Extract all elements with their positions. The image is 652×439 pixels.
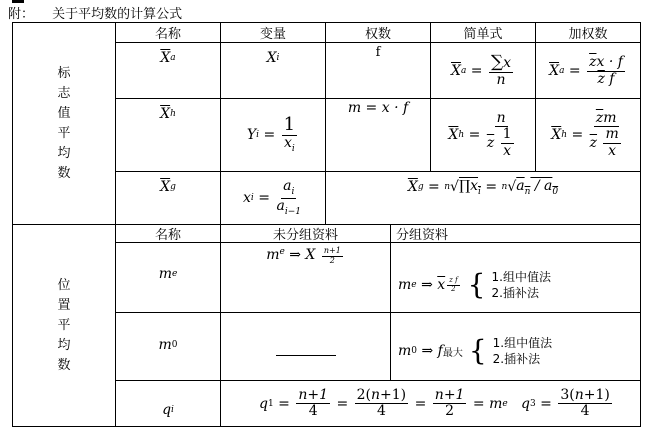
mode-ungrouped bbox=[221, 340, 390, 370]
harmonic-weighted-formula: $\overline{X}$ h = $\overline{z}m$ $\overline{z}$ $\frac{m}{x}$ bbox=[551, 109, 619, 159]
section1-char: 标 bbox=[57, 65, 71, 81]
section2-char: 置 bbox=[57, 297, 71, 313]
section2-char: 平 bbox=[57, 317, 71, 333]
mode-method-2: 2.插补法 bbox=[492, 352, 541, 366]
arith-simple-formula: $\overline{X}$ a = $\frac{\sum x}{n}$ bbox=[450, 52, 512, 89]
header-weight: 权数 bbox=[364, 27, 391, 42]
header2-grouped: 分组资料 bbox=[396, 228, 449, 243]
weight-f: f bbox=[375, 44, 381, 60]
header-name: 名称 bbox=[154, 27, 181, 42]
mode-grouped: m 0 ⇒ f 最大 { 1.组中值法 2.插补法 bbox=[398, 334, 553, 367]
section1-char: 志 bbox=[57, 85, 71, 101]
section2-label bbox=[13, 225, 115, 426]
section1-char: 值 bbox=[57, 105, 71, 121]
header2-ungrouped: 未分组资料 bbox=[272, 228, 338, 243]
header-weighted: 加权数 bbox=[568, 27, 608, 42]
quartile-symbol: q i bbox=[162, 402, 174, 418]
arith-weighted-formula: $\overline{X}$ a = $\frac{\overline{z}x \cdot f}{\overline{z} f}$ bbox=[549, 54, 623, 87]
harmonic-mean-symbol: $\overline{X}$ h bbox=[160, 106, 176, 122]
median-method-2: 2.插补法 bbox=[491, 286, 539, 300]
arith-variable: X i bbox=[266, 50, 280, 66]
section1-label bbox=[13, 23, 115, 224]
section2-char: 数 bbox=[57, 357, 71, 373]
caption-label: 附： bbox=[8, 7, 35, 22]
section1-char: 数 bbox=[57, 165, 71, 181]
geometric-formula: $\overline{X}$ g = n √ $\prod x_i$ = n √ $a_n / a_0$ bbox=[407, 177, 559, 197]
geometric-variable: x i = $\frac{a_i}{a_{i-1}}$ bbox=[243, 177, 301, 217]
caption-title: 关于平均数的计算公式 bbox=[52, 7, 183, 22]
harmonic-variable: Y i = $\frac{1}{x_i}$ bbox=[246, 114, 296, 154]
section2-char: 均 bbox=[57, 337, 71, 353]
geometric-mean-symbol: $\overline{X}$ g bbox=[160, 179, 176, 195]
mode-method-1: 1.组中值法 bbox=[492, 336, 553, 350]
mode-sub: 最大 bbox=[442, 347, 463, 359]
section2-char: 位 bbox=[57, 277, 71, 293]
header2-name: 名称 bbox=[154, 228, 181, 243]
median-symbol: m e bbox=[158, 266, 178, 282]
header-variable: 变量 bbox=[259, 27, 286, 42]
median-method-1: 1.组中值法 bbox=[491, 270, 551, 284]
quartile-formula: q 1 = $\frac{n+1}{4}$ = $\frac{2(n+1)}{4}$ = $\frac{n+1}{2}$ = m e q 3 = $\frac{3(n+1)}{4}$ bbox=[259, 386, 610, 419]
mode-symbol: m 0 bbox=[158, 337, 178, 353]
median-grouped: m e ⇒ $\overline{x}$ $\frac{\text{z f}}{2}$ { 1.组中值法 2.插补法 bbox=[398, 268, 551, 301]
mode-ungrouped-dash bbox=[276, 354, 336, 356]
section1-char: 均 bbox=[57, 145, 71, 161]
header-simple: 简单式 bbox=[463, 27, 503, 42]
section1-char: 平 bbox=[57, 125, 71, 141]
harmonic-simple-formula: $\overline{X}$ h = n $\overline{z}$ $\frac{1}{x}$ bbox=[448, 109, 512, 159]
median-ungrouped: m e ⇒ X $\frac{n+1}{2}$ bbox=[266, 246, 341, 265]
arith-mean-symbol: $\overline{X}$ a bbox=[160, 50, 176, 66]
weight-mxf: m = x · f bbox=[347, 100, 409, 116]
